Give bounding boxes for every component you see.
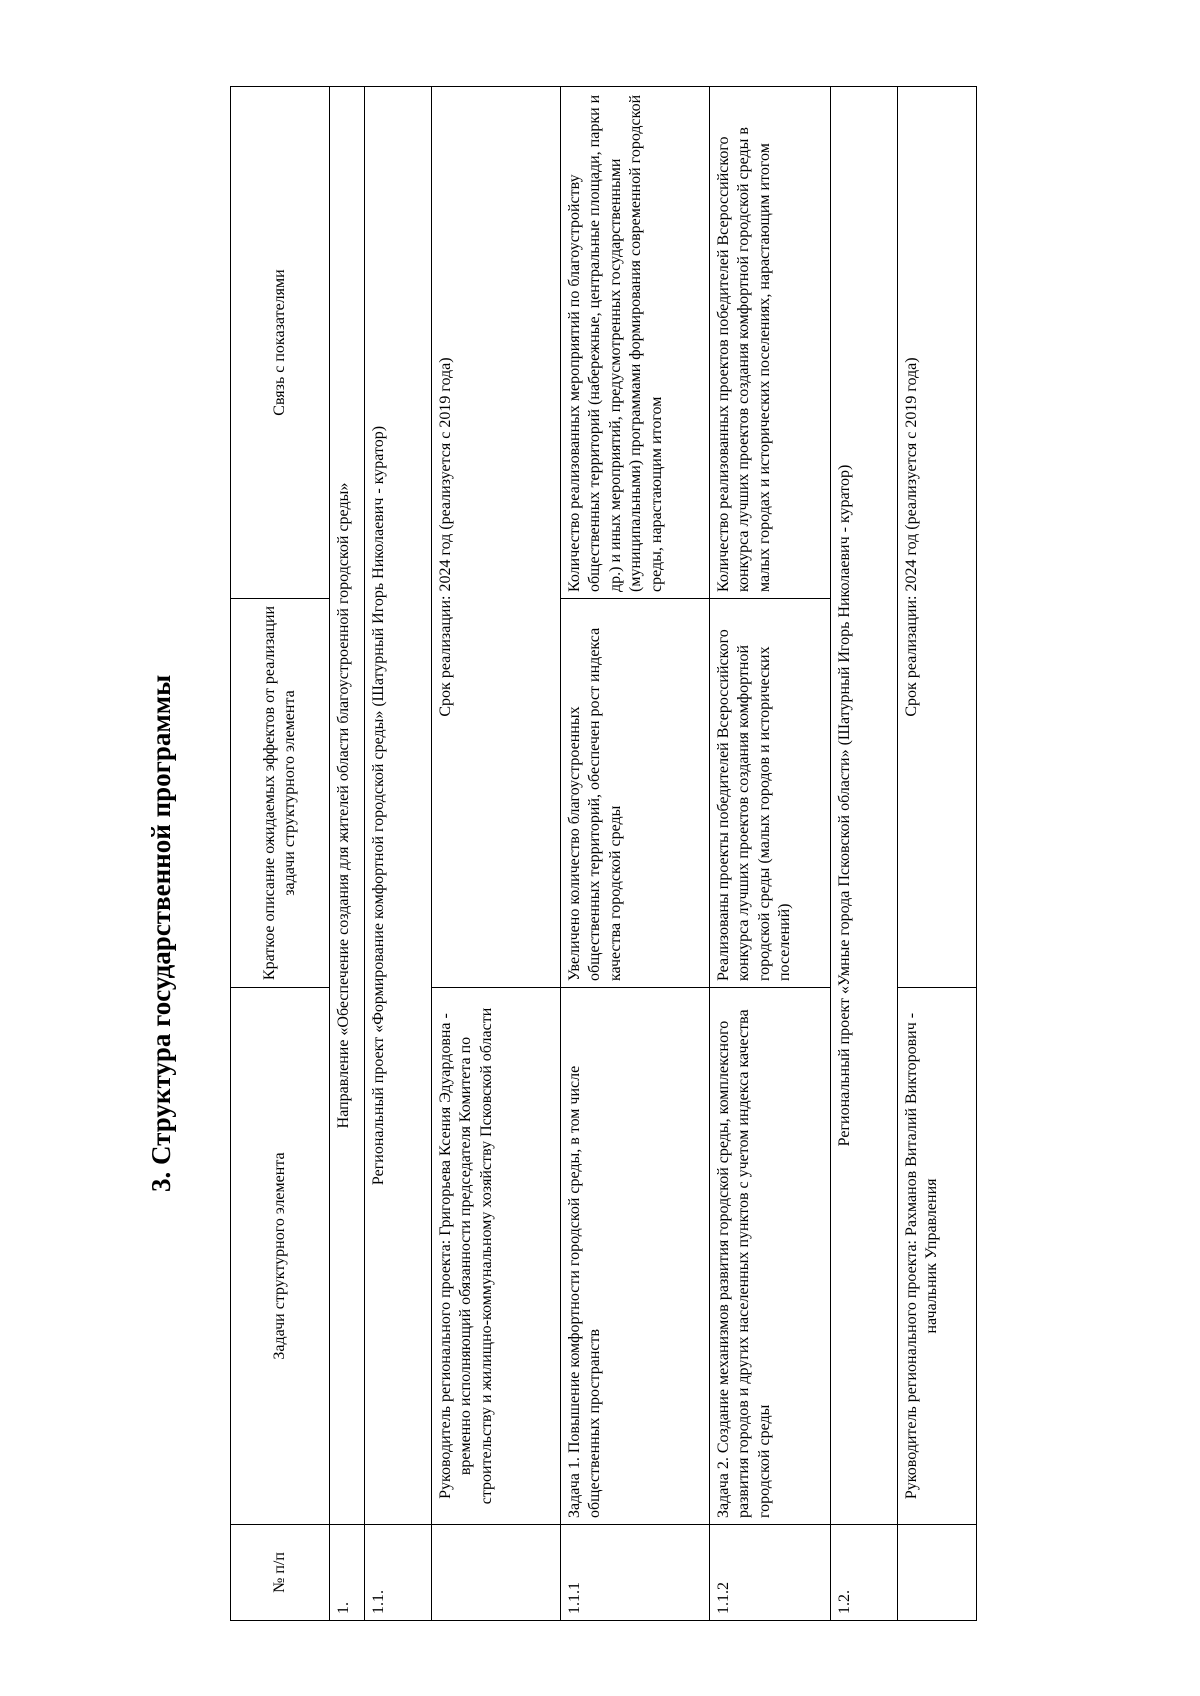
- header-num: № п/п: [231, 1525, 330, 1621]
- table-row: [831, 87, 898, 1621]
- header-tasks: Задачи структурного элемента: [231, 988, 330, 1525]
- direction-title: Направление «Обеспечение создания для жителей области благоустроенной городской среды»: [330, 87, 365, 1525]
- table-row: [710, 87, 831, 1621]
- project-term: Срок реализации: 2024 год (реализуется с 2019 года): [898, 87, 977, 988]
- table-row: [365, 87, 432, 1621]
- header-link: Связь с показателями: [231, 87, 330, 599]
- row-num: 1.1.2: [710, 1525, 831, 1621]
- page-title: 3. Структура государственной программы: [146, 674, 176, 1192]
- task-text: Задача 1. Повышение комфортности городской среды, в том числе общественных пространств: [561, 988, 710, 1525]
- regional-project-title: Региональный проект «Умные города Псковской области» (Шатурный Игорь Николаевич - куратор): [831, 87, 898, 1525]
- table-row: [898, 87, 977, 1621]
- table-row: [330, 87, 365, 1621]
- row-num: 1.: [330, 1525, 365, 1621]
- indicator-link-text: Количество реализованных мероприятий по благоустройству общественных территорий (набережные, центральные площади, парки и др.) и иных мероприятий, предусмотренных государственными (муниципальными) программами формирования современной городской среды, нарастающим итогом: [561, 87, 710, 599]
- effect-text: Реализованы проекты победителей Всероссийского конкурса лучших проектов создания комфортной городской среды (малых городов и исторических поселений): [710, 599, 831, 988]
- program-structure-table-wrap: [230, 87, 977, 1621]
- row-num-empty: [898, 1525, 977, 1621]
- task-text: Задача 2. Создание механизмов развития городской среды, комплексного развития городов и других населенных пунктов с учетом индекса качества городской среды: [710, 988, 831, 1525]
- program-structure-table: [230, 86, 977, 1621]
- project-leader: Руководитель регионального проекта: Рахманов Виталий Викторович - начальник Управления: [898, 988, 977, 1525]
- project-term: Срок реализации: 2024 год (реализуется с 2019 года): [432, 87, 561, 988]
- header-effects: Краткое описание ожидаемых эффектов от реализации задачи структурного элемента: [231, 599, 330, 988]
- effect-text: Увеличено количество благоустроенных общественных территорий, обеспечен рост индекса качества городской среды: [561, 599, 710, 988]
- row-num: 1.2.: [831, 1525, 898, 1621]
- table-row: [561, 87, 710, 1621]
- indicator-link-text: Количество реализованных проектов победителей Всероссийского конкурса лучших проектов создания комфортной городской среды в малых городах и исторических поселениях, нарастающим итогом: [710, 87, 831, 599]
- table-header-row: [231, 87, 330, 1621]
- regional-project-title: Региональный проект «Формирование комфортной городской среды» (Шатурный Игорь Николаевич - куратор): [365, 87, 432, 1525]
- table-row: [432, 87, 561, 1621]
- project-leader: Руководитель регионального проекта: Григорьева Ксения Эдуардовна - временно исполняющий обязанности председателя Комитета по строительству и жилищно-коммунальному хозяйству Псковской области: [432, 988, 561, 1525]
- row-num-empty: [432, 1525, 561, 1621]
- row-num: 1.1.1: [561, 1525, 710, 1621]
- row-num: 1.1.: [365, 1525, 432, 1621]
